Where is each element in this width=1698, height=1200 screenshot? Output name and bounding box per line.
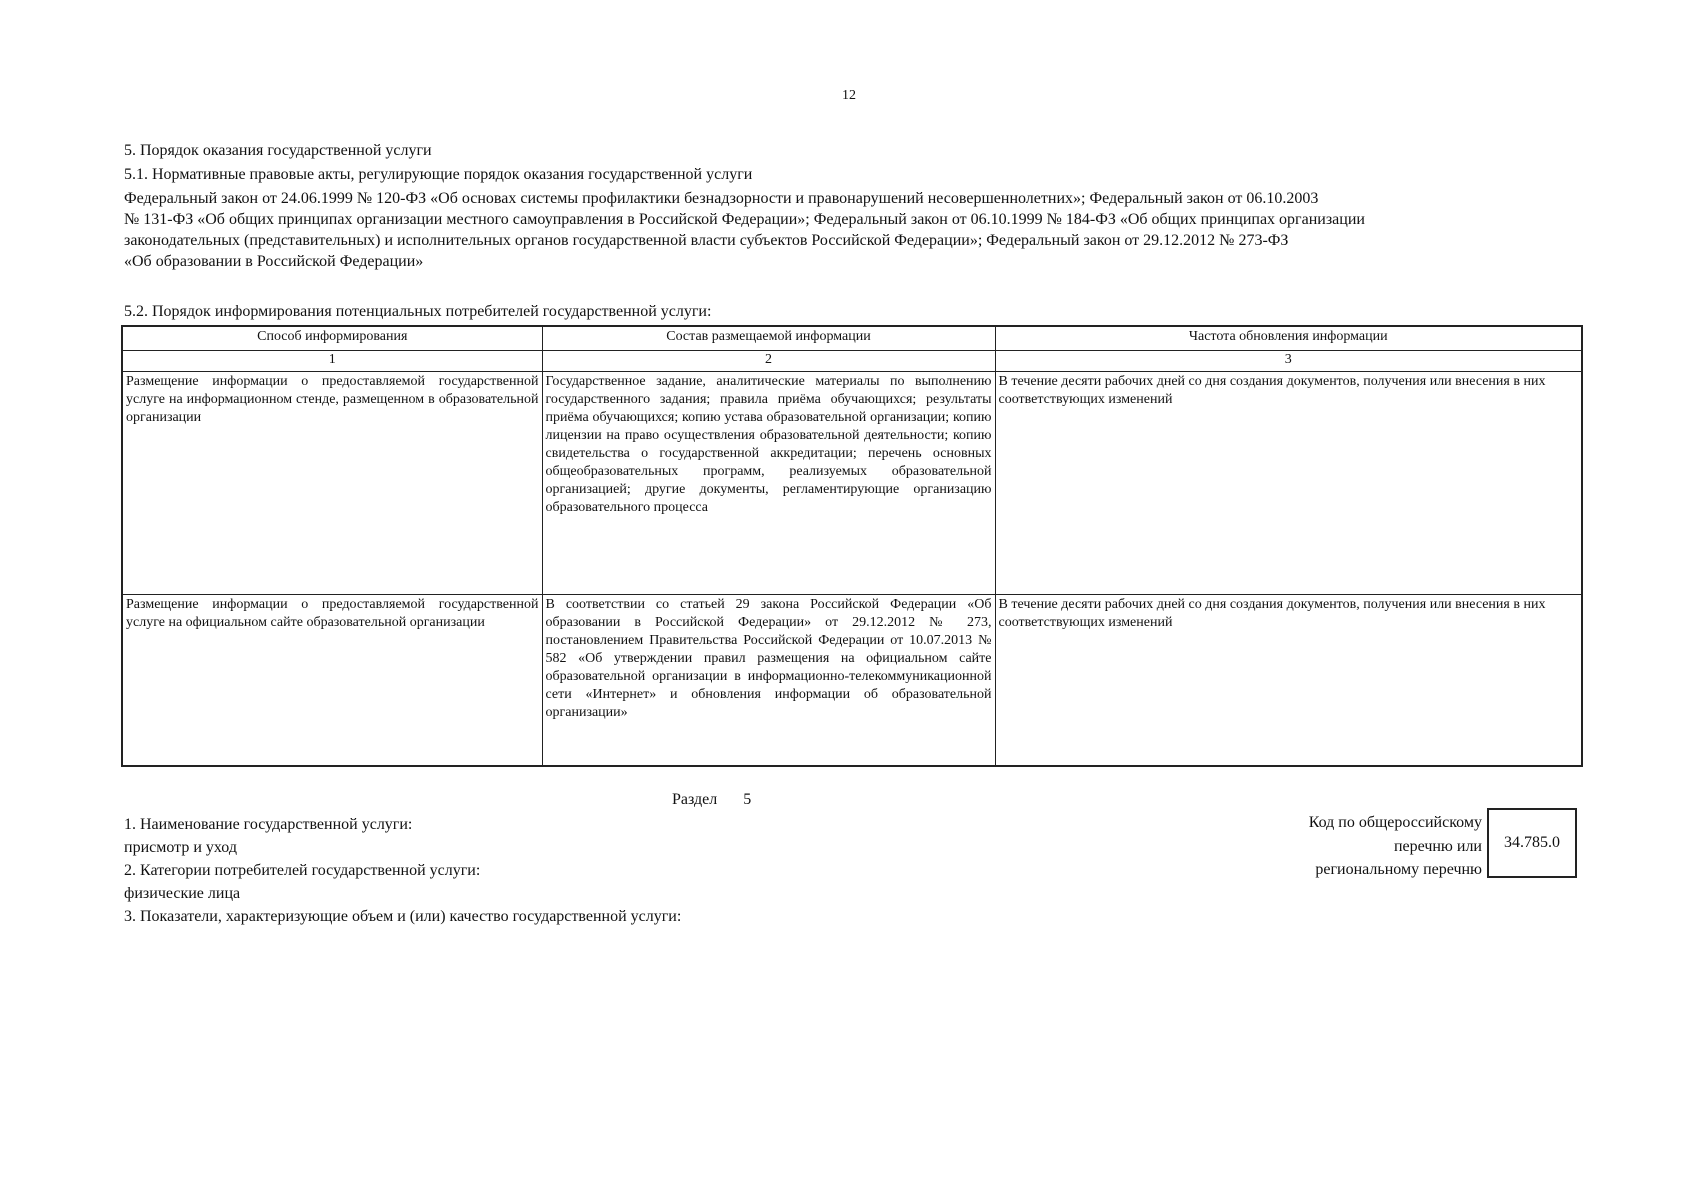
consumers-value: физические лица bbox=[124, 885, 241, 902]
frequency-cell: В течение десяти рабочих дней со дня создания документов, получения или внесения в них соответствующих изменений bbox=[995, 372, 1582, 595]
column-number: 1 bbox=[122, 351, 542, 372]
method-cell: Размещение информации о предоставляемой государственной услуге на официальном сайте образовательной организации bbox=[122, 595, 542, 767]
legal-acts-line: «Об образовании в Российской Федерации» bbox=[124, 253, 424, 270]
column-header: Способ информирования bbox=[122, 326, 542, 351]
registry-code-label-line: региональному перечню bbox=[1315, 861, 1482, 878]
section-5-title: 5. Порядок оказания государственной услуги bbox=[124, 142, 432, 159]
registry-code-label bbox=[1309, 811, 1482, 882]
method-cell: Размещение информации о предоставляемой государственной услуге на информационном стенде, размещенном в образовательной организации bbox=[122, 372, 542, 595]
legal-acts-line: № 131-ФЗ «Об общих принципах организации местного самоуправления в Российской Федерации»; Федеральный закон от 06.10.1999 № 184-ФЗ «Об общих принципах организации bbox=[124, 211, 1365, 228]
content-cell: Государственное задание, аналитические материалы по выполнению государственного задания; правила приёма обучающихся; результаты приёма обучающихся; копию устава образовательной организации; копию лицензии на право осуществления образовательной деятельности; копию свидетельства о государственной аккредитации; перечень основных общеобразовательных программ, реализуемых образовательной организацией; другие документы, регламентирующие организацию образовательного процесса bbox=[542, 372, 995, 595]
column-number: 3 bbox=[995, 351, 1582, 372]
section-5-1-title: 5.1. Нормативные правовые акты, регулирующие порядок оказания государственной услуги bbox=[124, 166, 753, 183]
legal-acts-line: Федеральный закон от 24.06.1999 № 120-ФЗ «Об основах системы профилактики безнадзорности и правонарушений несовершеннолетних»; Федеральный закон от 06.10.2003 bbox=[124, 190, 1319, 207]
column-header: Частота обновления информации bbox=[995, 326, 1582, 351]
legal-acts-line: законодательных (представительных) и исполнительных органов государственной власти субъектов Российской Федерации»; Федеральный закон от 29.12.2012 № 273-ФЗ bbox=[124, 232, 1289, 249]
registry-code-label-line: перечню или bbox=[1393, 837, 1482, 855]
registry-code-label-line: Код по общероссийскому bbox=[1308, 814, 1482, 831]
registry-code-value: 34.785.0 bbox=[1504, 834, 1560, 851]
column-number-row bbox=[122, 351, 1582, 372]
page-number: 12 bbox=[842, 88, 856, 103]
section-label: Раздел bbox=[672, 791, 718, 808]
consumers-label: 2. Категории потребителей государственной услуги: bbox=[124, 862, 481, 879]
section-5-2-title: 5.2. Порядок информирования потенциальных потребителей государственной услуги: bbox=[124, 303, 712, 320]
content-cell: В соответствии со статьей 29 закона Российской Федерации «Об образовании в Российской Федерации» от 29.12.2012 № 273, постановлением Правительства Российской Федерации от 10.07.2013 № 582 «Об утверждении правил размещения на официальном сайте образовательной организации в информационно-телекоммуникационной сети «Интернет» и обновления информации об образовательной организации» bbox=[542, 595, 995, 767]
column-number: 2 bbox=[542, 351, 995, 372]
legal-acts-text bbox=[124, 188, 1544, 272]
indicators-label: 3. Показатели, характеризующие объем и (или) качество государственной услуги: bbox=[124, 908, 682, 925]
service-name-value: присмотр и уход bbox=[124, 839, 237, 856]
table-row bbox=[122, 595, 1582, 767]
section-number: 5 bbox=[743, 791, 752, 808]
frequency-cell: В течение десяти рабочих дней со дня создания документов, получения или внесения в них соответствующих изменений bbox=[995, 595, 1582, 767]
table-row bbox=[122, 372, 1582, 595]
registry-code-box bbox=[1487, 808, 1577, 878]
table-header-row bbox=[122, 326, 1582, 351]
column-header: Состав размещаемой информации bbox=[542, 326, 995, 351]
informing-table bbox=[121, 325, 1583, 767]
section-heading bbox=[672, 791, 751, 809]
service-name-label: 1. Наименование государственной услуги: bbox=[124, 816, 413, 833]
